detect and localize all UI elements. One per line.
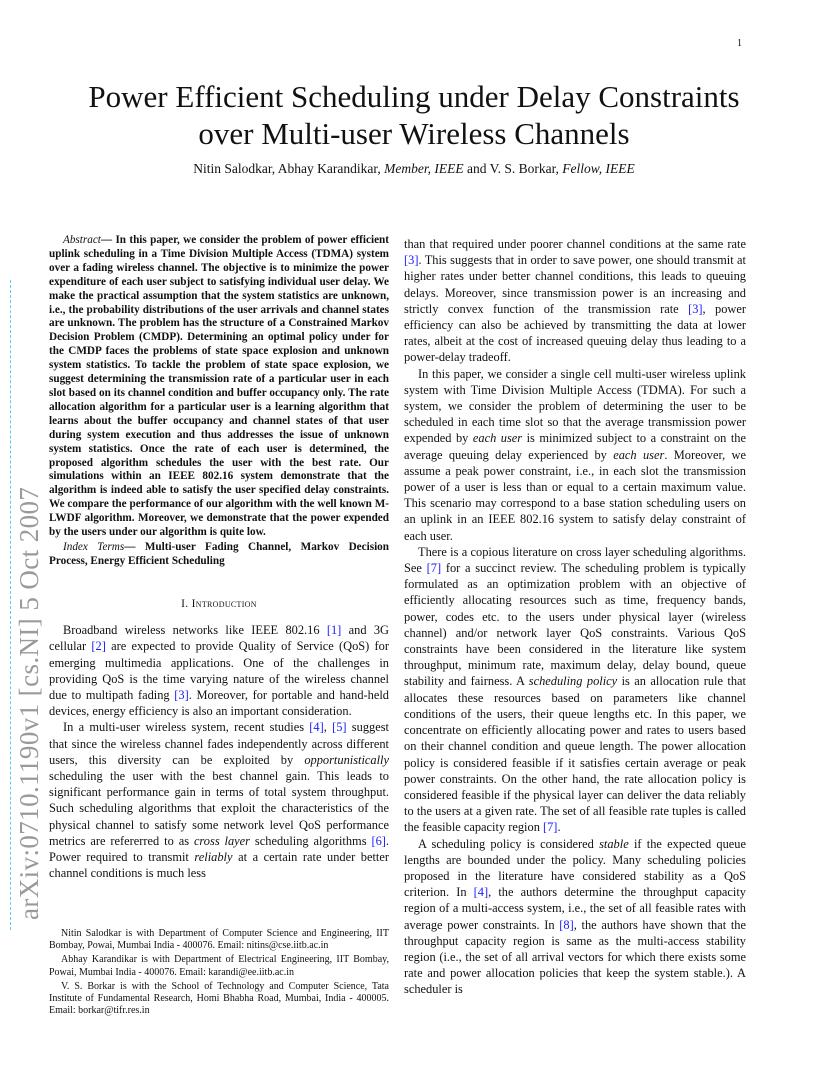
citation-link[interactable]: [7] <box>542 820 558 835</box>
citation-link[interactable]: [7] <box>426 561 442 576</box>
author-role-2: Fellow, IEEE <box>562 161 635 176</box>
footnote-2: Abhay Karandikar is with Department of Electrical Engineering, IIT Bombay, Powai, Mumbai India - 400076. Email: karandi@ee.iitb.ac.in <box>49 954 389 978</box>
abstract <box>49 234 389 540</box>
footnote-3: V. S. Borkar is with the School of Technology and Computer Science, Tata Institute of Fundamental Research, Homi Bhabha Road, Mumbai, India - 400005. Email: borkar@tifr.res.in <box>49 980 389 1017</box>
index-terms-text: — Multi-user Fading Channel, Markov Decision Process, Energy Efficient Scheduling <box>49 540 389 567</box>
body-paragraph-2: In this paper, we consider a single cell multi-user wireless uplink system with Time Division Multiple Access (TDMA). For such a system, we consider the problem of determining the user to be scheduled in each time slot so that the average transmission power expended by each user is minimized subject to a constraint on the average queuing delay experienced by each user. Moreover, we assume a peak power constraint, i.e., in each slot the transmission power of a user is less than or equal to a certain maximum value. This scenario may correspond to a base station scheduling users on an uplink in an IEEE 802.16 system to satisfy delay constraint of each user. <box>404 366 747 543</box>
index-terms-label: Index Terms <box>63 540 125 553</box>
page-number: 1 <box>737 38 742 49</box>
body-paragraph-4: A scheduling policy is considered stable if the expected queue lengths are bounded under the policy. Many scheduling policies proposed in the literature have considered stability as a QoS criterion. In [4], the authors determine the throughput capacity region of a multi-access system, i.e., the set of all feasible rates with average power constraints. In [8], the authors have shown that the throughput capacity region is same as the multi-access stability region (i.e., the set of all arrival vectors for which there exists some rate and power allocation policies that keep the system stable.). A scheduler is <box>404 836 747 997</box>
citation-link[interactable]: [3] <box>174 687 189 702</box>
abstract-label: Abstract <box>63 234 101 246</box>
author-line <box>0 161 828 177</box>
citation-link[interactable]: [8] <box>559 917 574 932</box>
right-column <box>404 236 746 998</box>
citation-link[interactable]: [2] <box>91 639 106 654</box>
section-heading-introduction: I. Introduction <box>181 597 257 610</box>
citation-link[interactable]: [6] <box>371 833 386 848</box>
body-paragraph-1: than that required under poorer channel conditions at the same rate [3]. This suggests that in order to save power, one should transmit at higher rates under better channel conditions, this leads to queuing delays. Moreover, since transmission power is an increasing and strictly convex function of the transmission rate [3], power efficiency can also be achieved by transmitting the data at lower rates, albeit at the cost of increased queuing delay thus leading to a power-delay tradeoff. <box>404 237 746 365</box>
author-names-1: Nitin Salodkar, Abhay Karandikar, <box>193 161 385 176</box>
left-column <box>49 234 389 881</box>
citation-link[interactable]: [4] <box>473 885 489 900</box>
intro-paragraph-1: Broadband wireless networks like IEEE 802.16 [1] and 3G cellular [2] are expected to provide Quality of Service (QoS) for emerging multimedia applications. One of the challenges in providing QoS is the time varying nature of the wireless channel due to multipath fading [3]. Moreover, for portable and hand-held devices, energy efficiency is also an important consideration. <box>49 623 390 719</box>
footnote-1: Nitin Salodkar is with Department of Computer Science and Engineering, IIT Bombay, Powai, Mumbai India - 400076. Email: nitins@cse.iitb.ac.in <box>49 928 389 952</box>
index-terms <box>49 540 389 568</box>
arxiv-stamp: arXiv:0710.1190v1 [cs.NI] 5 Oct 2007 <box>14 486 44 920</box>
author-role-1: Member, IEEE <box>384 161 464 176</box>
title-line-1: Power Efficient Scheduling under Delay Constraints <box>88 79 740 114</box>
citation-link[interactable]: [3] <box>404 253 419 268</box>
citation-link[interactable]: [5] <box>332 720 347 735</box>
citation-link[interactable]: [3] <box>688 301 703 316</box>
title-line-2: over Multi-user Wireless Channels <box>198 116 630 151</box>
footnotes <box>49 928 389 1019</box>
author-names-2: and V. S. Borkar, <box>463 161 563 176</box>
citation-link[interactable]: [4] <box>309 720 324 735</box>
intro-paragraph-2: In a multi-user wireless system, recent studies [4], [5] suggest that since the wireless channel fades independently across different users, this diversity can be exploited by opportunistically scheduling the user with the best channel gain. This leads to significant performance gain in terms of total system throughput. Such scheduling algorithms that exploit the characteristics of the physical channel to satisfy some network level QoS performance metrics are refererred to as cross layer scheduling algorithms [6]. Power required to transmit reliably at a certain rate under better channel conditions is much less <box>49 720 389 881</box>
citation-link[interactable]: [1] <box>326 623 342 638</box>
abstract-text: — In this paper, we consider the problem of power efficient uplink scheduling in a Time Division Multiple Access (TDMA) system over a fading wireless channel. The objective is to minimize the power expenditure of each user subject to satisfying individual user delay. We make the practical assumption that the system statistics are unknown, i.e., the probability distributions of the user arrivals and channel states are unknown. The problem has the structure of a Constrained Markov Decision Problem (CMDP). Determining an optimal policy under for the CMDP faces the problems of state space explosion and unknown system statistics. To tackle the problem of state space explosion, we suggest determining the transmission rate of a particular user in each slot based on its channel condition and buffer occupancy only. The rate allocation algorithm for a particular user is a learning algorithm that learns about the buffer occupancy and channel states of that user during system execution and thus addresses the issue of unknown system statistics. Once the rate of each user is determined, the proposed algorithm schedules the user with the best rate. Our simulations within an IEEE 802.16 system demonstrate that the algorithm is indeed able to satisfy the user specified delay constraints. We compare the performance of our algorithm with the well known M-LWDF algorithm. Moreover, we demonstrate that the power expended by the users under our algorithm is quite low. <box>49 234 389 539</box>
paper-title <box>0 78 828 152</box>
body-paragraph-3: There is a copious literature on cross layer scheduling algorithms. See [7] for a succinct review. The scheduling problem is typically formulated as an optimization problem with an objective of efficiently allocating resources such as time, frequency bands, power, codes etc. to the users under physical layer (wireless channel) and/or network layer QoS constraints. Various QoS constraints have been considered in the literature like system throughput, minimum rate, maximum delay, delay bound, queue stability and fairness. A scheduling policy is an allocation rule that allocates these resources based on parameters like channel conditions of the users, their queue lengths etc. In this paper, we concentrate on efficiently allocating power and rates to users based on their channel condition and queue length. The power allocation policy is considered feasible if it satisfies certain average or peak power constraints. On the other hand, the rate allocation policy is considered feasible if the physical layer can deliver the data reliably to the users at a given rate. The set of all feasible rate tuples is called the feasible capacity region [7]. <box>404 544 746 835</box>
